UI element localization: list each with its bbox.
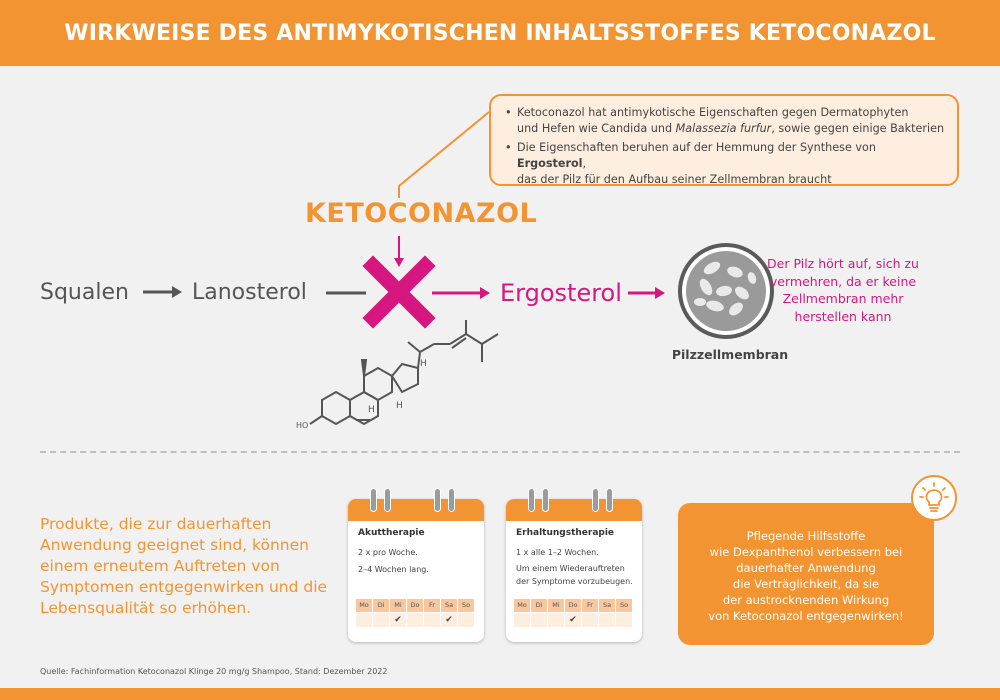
molecule-h-label: H [420, 359, 427, 369]
calendar-akuttherapie [348, 499, 484, 642]
weekday: Do [565, 599, 582, 612]
check-cell [582, 613, 599, 627]
weekday: Fr [424, 599, 441, 612]
inhibitor-label: KETOCONAZOL [305, 198, 538, 229]
step-squalen: Squalen [40, 280, 129, 305]
check-cell [616, 613, 633, 627]
page-title: WIRKWEISE DES ANTIMYKOTISCHEN INHALTSSTOFFES KETOCONAZOL [64, 20, 936, 46]
weekday: Mo [514, 599, 531, 612]
step-lanosterol: Lanosterol [192, 280, 307, 305]
cell-label: Pilzzellmembran [671, 347, 789, 362]
check-cell [548, 613, 565, 627]
arrow-right-icon [432, 287, 490, 299]
inhibition-cross-icon [373, 266, 425, 318]
check-cell: ✔ [441, 613, 458, 627]
calendar-line: 1 x alle 1–2 Wochen. [516, 548, 599, 557]
check-cell [356, 613, 373, 627]
ergosterol-molecule-icon [310, 320, 498, 424]
molecule-h-label: H [396, 401, 403, 411]
calendar-line: 2 x pro Woche. [358, 548, 418, 557]
arrow-right-icon [143, 286, 182, 298]
weekday: Mi [390, 599, 407, 612]
weekday: Mo [356, 599, 373, 612]
arrow-down-icon [394, 236, 404, 267]
calendar-title: Akuttherapie [358, 528, 425, 538]
step-ergosterol: Ergosterol [500, 279, 622, 307]
check-cell [514, 613, 531, 627]
check-cell: ✔ [390, 613, 407, 627]
molecule-h-label: H [368, 405, 375, 415]
tip-line: von Ketoconazol entgegenwirken! [708, 609, 904, 623]
lightbulb-icon [911, 475, 957, 521]
molecule-ho-label: HO [296, 421, 309, 430]
check-cell [424, 613, 441, 627]
tip-line: wie Dexpanthenol verbessern bei [709, 545, 903, 559]
tip-box [678, 503, 934, 645]
calendar-line: Um einem Wiederauftreten [516, 564, 625, 573]
tip-line: die Verträglichkeit, da sie [732, 577, 880, 591]
weekday: Sa [441, 599, 458, 612]
section-divider [40, 451, 960, 453]
footer-bar [0, 688, 1000, 700]
weekday: Di [373, 599, 390, 612]
info-bullet-2: • Die Eigenschaften beruhen auf der Hemmung der Synthese von Ergosterol, das der Pilz für den Aufbau seiner Zellmembran braucht [505, 140, 945, 188]
tip-line: der austrocknenden Wirkung [722, 593, 890, 607]
check-cell: ✔ [565, 613, 582, 627]
result-note: Der Pilz hört auf, sich zu vermehren, da er keine Zellmembran mehr herstellen kann [767, 256, 919, 324]
calendar-line: der Symptome vorzubeugen. [516, 577, 633, 586]
arrow-right-icon [628, 287, 665, 299]
info-bullet-1: • Ketoconazol hat antimykotische Eigenschaften gegen Dermatophyten und Hefen wie Candida und Malassezia furfur, sowie gegen einige Bakterien [505, 105, 945, 137]
check-cell [599, 613, 616, 627]
weekday: Di [531, 599, 548, 612]
source-note: Quelle: Fachinformation Ketoconazol Klinge 20 mg/g Shampoo, Stand: Dezember 2022 [40, 667, 388, 676]
tip-line: dauerhafter Anwendung [736, 561, 876, 575]
weekday: Fr [582, 599, 599, 612]
products-text: Produkte, die zur dauerhaften Anwendung geeignet sind, können einem erneutem Auftreten von Symptomen entgegenwirken und die Lebensqualität so erhöhen. [40, 515, 328, 617]
weekday: Sa [599, 599, 616, 612]
weekday: So [616, 599, 633, 612]
check-cell [407, 613, 424, 627]
check-cell [531, 613, 548, 627]
weekday: So [458, 599, 475, 612]
calendar-title: Erhaltungstherapie [516, 528, 615, 538]
tip-line: Pflegende Hilfsstoffe [746, 529, 866, 543]
calendar-line: 2–4 Wochen lang. [358, 565, 429, 574]
calendar-erhaltungstherapie [506, 499, 642, 642]
check-cell [458, 613, 475, 627]
weekday: Do [407, 599, 424, 612]
weekday: Mi [548, 599, 565, 612]
check-cell [373, 613, 390, 627]
